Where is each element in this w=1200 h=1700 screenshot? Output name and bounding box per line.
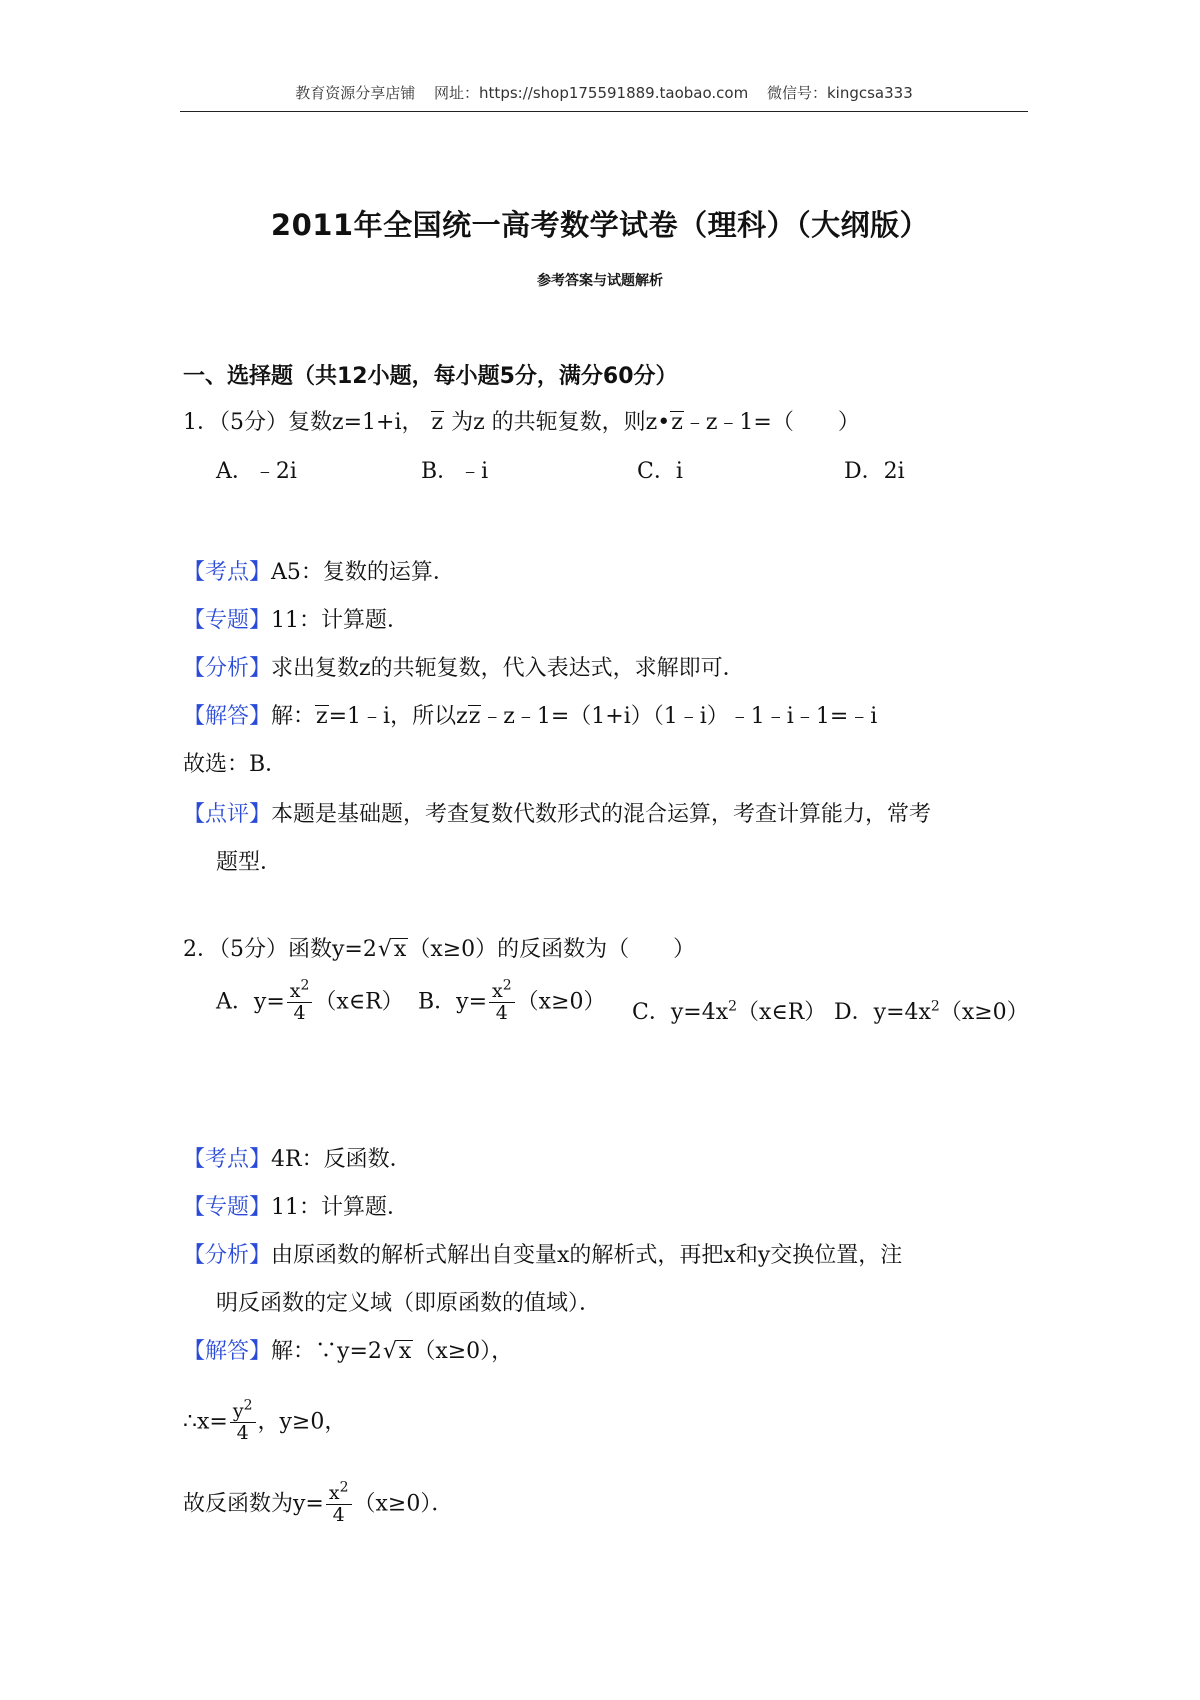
q1-stem-part: 为z 的共轭复数，则z•	[451, 410, 671, 435]
fenxi-text: 求出复数z的共轭复数，代入表达式，求解即可．	[271, 656, 745, 681]
z-conjugate: z	[316, 704, 328, 729]
step-text: ∴x=	[183, 1409, 228, 1435]
jieda-text: 解：	[271, 704, 316, 729]
q2-fenxi	[183, 1241, 902, 1271]
document-subtitle: 参考答案与试题解析	[537, 273, 663, 289]
fenxi-text: 由原函数的解析式解出自变量x的解析式，再把x和y交换位置，注	[271, 1243, 903, 1268]
numerator	[326, 1479, 352, 1505]
numerator	[287, 977, 313, 1003]
option-a-domain: （x∈R）	[314, 989, 404, 1015]
fraction	[287, 977, 313, 1024]
kaodian-text: 4R：反函数．	[271, 1147, 412, 1172]
jieda-text: 解：∵y=	[271, 1339, 368, 1364]
zhuanti-tag: 【专题】	[183, 1195, 272, 1220]
option-c-domain: （x∈R）	[737, 1000, 827, 1025]
radical-sign: √	[377, 937, 392, 962]
fraction	[489, 977, 515, 1024]
q1-fenxi	[183, 654, 745, 684]
q2-stem-part: （x≥0）的反函数为（ ）	[408, 937, 696, 962]
header-shop: 教育资源分享店铺	[295, 84, 416, 102]
exponent: 2	[502, 977, 512, 994]
jieda-tag: 【解答】	[183, 704, 272, 729]
exponent: 2	[728, 998, 738, 1015]
header-wechat: 微信号：kingcsa333	[766, 84, 913, 102]
sqrt-expression	[383, 1337, 413, 1367]
document-title: 2011年全国统一高考数学试卷（理科）（大纲版）	[270, 208, 930, 242]
jieda-tag: 【解答】	[183, 1339, 272, 1364]
q2-option-b	[418, 977, 606, 1024]
option-b-domain: （x≥0）	[516, 989, 606, 1015]
q1-option-b: B．﹣i	[421, 459, 489, 484]
radical-sign: √	[382, 1339, 397, 1364]
option-d-label: D．y=4x	[834, 1000, 931, 1025]
q2-stem-part: 2．（5分）函数y=	[183, 937, 363, 962]
section-heading: 一、选择题（共12小题，每小题5分，满分60分）	[183, 364, 678, 389]
page-header	[180, 82, 1028, 103]
q1-zhuanti	[183, 606, 409, 636]
q1-jieda	[183, 702, 877, 732]
q2-option-c	[632, 995, 826, 1026]
coefficient: 2	[362, 937, 377, 962]
jieda-text: （x≥0），	[413, 1339, 514, 1364]
header-divider	[180, 111, 1028, 112]
var-x: x	[328, 1482, 340, 1504]
var-x: x	[289, 980, 301, 1002]
exponent: 2	[930, 998, 940, 1015]
jieda-text: =1﹣i，所以z	[328, 704, 468, 729]
dianping-text: 本题是基础题，考查复数代数形式的混合运算，考查计算能力，常考	[271, 802, 932, 827]
radicand: x	[398, 1339, 412, 1364]
q2-kaodian	[183, 1145, 412, 1175]
exponent: 2	[243, 1397, 253, 1414]
q2-step	[183, 1397, 347, 1444]
q2-jieda	[183, 1337, 513, 1367]
q1-kaodian	[183, 558, 455, 588]
q1-option-d: D．2i	[844, 459, 905, 484]
question-1-stem	[183, 408, 860, 438]
q2-option-d	[834, 995, 1029, 1026]
kaodian-tag: 【考点】	[183, 560, 272, 585]
step-text: ，y≥0，	[257, 1409, 347, 1435]
exponent: 2	[339, 1479, 349, 1496]
denominator: 4	[495, 1002, 508, 1024]
q2-fenxi-cont: 明反函数的定义域（即原函数的值域）．	[216, 1291, 602, 1316]
q2-conclusion	[183, 1479, 454, 1526]
fenxi-tag: 【分析】	[183, 656, 272, 681]
denominator: 4	[293, 1002, 306, 1024]
option-c-label: C．y=4x	[632, 1000, 729, 1025]
denominator: 4	[332, 1504, 345, 1526]
q1-dianping-cont: 题型．	[216, 850, 283, 875]
radicand: x	[393, 937, 407, 962]
question-2-stem	[183, 935, 695, 965]
option-d-domain: （x≥0）	[939, 1000, 1029, 1025]
z-conjugate: z	[468, 704, 481, 729]
fraction	[230, 1397, 256, 1444]
q1-option-a: A．﹣2i	[216, 459, 297, 484]
q2-zhuanti	[183, 1193, 409, 1223]
exponent: 2	[300, 977, 310, 994]
zhuanti-text: 11：计算题．	[271, 608, 410, 633]
zhuanti-text: 11：计算题．	[271, 1195, 410, 1220]
kaodian-text: A5：复数的运算．	[271, 560, 455, 585]
conclusion-text: （x≥0）．	[353, 1491, 454, 1517]
fenxi-tag: 【分析】	[183, 1243, 272, 1268]
sqrt-expression	[378, 935, 408, 965]
q1-stem-part: ﹣z﹣1=（ ）	[683, 410, 860, 435]
kaodian-tag: 【考点】	[183, 1147, 272, 1172]
denominator: 4	[236, 1422, 249, 1444]
jieda-text: ﹣z﹣1=（1+i）（1﹣i）﹣1﹣i﹣1=﹣i	[481, 704, 878, 729]
numerator	[489, 977, 515, 1003]
zhuanti-tag: 【专题】	[183, 608, 272, 633]
dianping-tag: 【点评】	[183, 802, 272, 827]
coefficient: 2	[367, 1339, 382, 1364]
q1-answer: 故选：B．	[183, 752, 288, 777]
var-y: y	[232, 1400, 244, 1422]
q1-stem-part: 1．（5分）复数z=1+i，	[183, 410, 424, 435]
option-a-label: A．y=	[216, 989, 285, 1015]
q1-dianping	[183, 800, 931, 830]
z-conjugate: z	[671, 410, 683, 435]
q1-option-c: C．i	[637, 459, 683, 484]
numerator	[230, 1397, 256, 1423]
fraction	[326, 1479, 352, 1526]
option-b-label: B．y=	[418, 989, 488, 1015]
conclusion-text: 故反函数为y=	[183, 1491, 324, 1517]
var-x: x	[492, 980, 503, 1002]
z-conjugate: z	[431, 410, 444, 435]
q2-option-a	[216, 977, 404, 1024]
header-site: 网址：https://shop175591889.taobao.com	[434, 84, 749, 102]
